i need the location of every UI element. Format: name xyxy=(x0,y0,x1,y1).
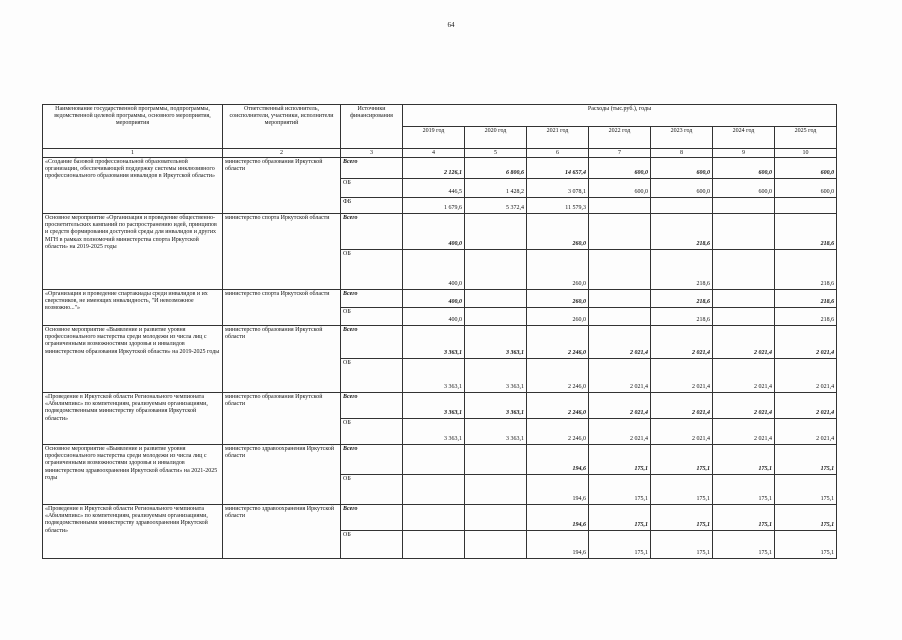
table-row xyxy=(43,158,837,179)
expense-value-cell: 218,6 xyxy=(775,214,837,250)
expense-value-cell: 5 372,4 xyxy=(465,198,527,214)
column-number: 6 xyxy=(527,149,589,158)
expense-value-cell: 175,1 xyxy=(651,445,713,475)
expense-value-cell xyxy=(465,214,527,250)
expense-value-cell xyxy=(589,214,651,250)
expense-value-cell: 2 021,4 xyxy=(651,393,713,419)
table-row xyxy=(43,290,837,308)
program-name-cell: Основное мероприятие «Выявление и развитие уровня профессионального мастерства среди молодежи из числа лиц с ограниченными возможностями здоровья и инвалидов министерством здравоохранения Иркутской области» на 2021-2025 годы xyxy=(43,445,223,505)
expense-value-cell: 194,6 xyxy=(527,475,589,505)
expense-value-cell: 2 021,4 xyxy=(775,419,837,445)
expense-value-cell: 600,0 xyxy=(713,179,775,198)
expense-value-cell: 2 021,4 xyxy=(713,326,775,359)
expense-value-cell: 600,0 xyxy=(713,158,775,179)
expense-value-cell: 1 679,6 xyxy=(403,198,465,214)
executor-cell: министерство образования Иркутской области xyxy=(223,326,341,393)
expense-value-cell: 194,6 xyxy=(527,505,589,531)
program-name-cell: «Создание базовой профессиональной образовательной организации, обеспечивающей поддержку системы инклюзивного профессионального образования инвалидов в Иркутской области» xyxy=(43,158,223,214)
executor-cell: министерство спорта Иркутской области xyxy=(223,214,341,290)
expense-value-cell xyxy=(465,505,527,531)
expense-value-cell xyxy=(465,308,527,326)
expense-value-cell: 3 363,1 xyxy=(403,419,465,445)
expense-value-cell: 3 363,1 xyxy=(403,326,465,359)
header-year: 2023 год xyxy=(651,127,713,149)
expense-value-cell: 400,0 xyxy=(403,214,465,250)
expense-value-cell: 2 021,4 xyxy=(713,419,775,445)
funding-source-cell: ОБ xyxy=(341,308,403,326)
expense-value-cell: 2 021,4 xyxy=(775,359,837,393)
expense-value-cell: 175,1 xyxy=(589,531,651,559)
executor-cell: министерство здравоохранения Иркутской области xyxy=(223,445,341,505)
expense-value-cell xyxy=(403,505,465,531)
funding-source-cell: ОБ xyxy=(341,531,403,559)
expense-value-cell xyxy=(713,308,775,326)
expense-value-cell: 14 657,4 xyxy=(527,158,589,179)
expense-value-cell xyxy=(589,198,651,214)
expense-value-cell xyxy=(713,214,775,250)
expense-value-cell: 11 579,3 xyxy=(527,198,589,214)
expense-value-cell: 2 246,0 xyxy=(527,326,589,359)
column-number: 7 xyxy=(589,149,651,158)
funding-source-cell: ОБ xyxy=(341,179,403,198)
expense-value-cell xyxy=(465,445,527,475)
executor-cell: министерство спорта Иркутской области xyxy=(223,290,341,326)
expense-value-cell: 600,0 xyxy=(651,179,713,198)
expense-value-cell: 3 363,1 xyxy=(465,419,527,445)
expense-value-cell: 260,0 xyxy=(527,250,589,290)
expense-value-cell: 2 126,1 xyxy=(403,158,465,179)
expense-value-cell: 175,1 xyxy=(589,505,651,531)
header-year: 2019 год xyxy=(403,127,465,149)
expense-value-cell: 175,1 xyxy=(713,445,775,475)
header-year: 2025 год xyxy=(775,127,837,149)
expense-value-cell xyxy=(403,531,465,559)
column-number: 1 xyxy=(43,149,223,158)
expense-value-cell: 600,0 xyxy=(651,158,713,179)
expense-value-cell xyxy=(775,198,837,214)
expense-value-cell xyxy=(465,250,527,290)
column-number: 2 xyxy=(223,149,341,158)
expense-value-cell: 175,1 xyxy=(589,445,651,475)
expense-value-cell xyxy=(465,531,527,559)
table-row xyxy=(43,445,837,475)
expense-value-cell: 175,1 xyxy=(775,531,837,559)
expense-value-cell: 2 021,4 xyxy=(713,359,775,393)
expense-value-cell: 218,6 xyxy=(775,250,837,290)
expense-value-cell: 2 021,4 xyxy=(589,359,651,393)
header-expenses: Расходы (тыс.руб.), годы xyxy=(403,105,837,127)
expense-value-cell: 600,0 xyxy=(775,158,837,179)
expense-value-cell: 175,1 xyxy=(651,505,713,531)
expense-value-cell: 400,0 xyxy=(403,308,465,326)
funding-source-cell: ОБ xyxy=(341,359,403,393)
table-body xyxy=(43,158,837,559)
expense-value-cell xyxy=(403,445,465,475)
expense-value-cell: 218,6 xyxy=(651,308,713,326)
header-year: 2022 год xyxy=(589,127,651,149)
column-number-row xyxy=(43,149,837,158)
expense-value-cell: 260,0 xyxy=(527,290,589,308)
executor-cell: министерство образования Иркутской области xyxy=(223,393,341,445)
expense-value-cell: 2 246,0 xyxy=(527,359,589,393)
table-row xyxy=(43,326,837,359)
expense-value-cell: 3 078,1 xyxy=(527,179,589,198)
expense-value-cell xyxy=(589,250,651,290)
expense-value-cell xyxy=(465,290,527,308)
expense-value-cell: 218,6 xyxy=(775,308,837,326)
column-number: 5 xyxy=(465,149,527,158)
expense-value-cell: 175,1 xyxy=(713,505,775,531)
expense-value-cell: 260,0 xyxy=(527,308,589,326)
expense-value-cell: 175,1 xyxy=(651,475,713,505)
column-number: 4 xyxy=(403,149,465,158)
expense-value-cell xyxy=(589,290,651,308)
expense-value-cell: 2 246,0 xyxy=(527,419,589,445)
expense-value-cell: 400,0 xyxy=(403,290,465,308)
expense-value-cell: 1 428,2 xyxy=(465,179,527,198)
expense-value-cell: 175,1 xyxy=(713,475,775,505)
expense-value-cell xyxy=(713,250,775,290)
expense-value-cell: 400,0 xyxy=(403,250,465,290)
expense-value-cell: 3 363,1 xyxy=(403,393,465,419)
expense-value-cell xyxy=(465,475,527,505)
expense-value-cell: 218,6 xyxy=(651,214,713,250)
expense-value-cell: 3 363,1 xyxy=(465,326,527,359)
expense-value-cell: 194,6 xyxy=(527,445,589,475)
expense-value-cell: 175,1 xyxy=(651,531,713,559)
expense-value-cell xyxy=(651,198,713,214)
funding-source-cell: ФБ xyxy=(341,198,403,214)
expense-value-cell: 218,6 xyxy=(651,250,713,290)
expense-value-cell: 446,5 xyxy=(403,179,465,198)
funding-source-cell: Всего xyxy=(341,290,403,308)
expense-value-cell: 2 246,0 xyxy=(527,393,589,419)
program-name-cell: «Проведение в Иркутской области Регионального чемпионата «Абилимпикс» по компетенциям, реализуемым организациями, подведомственными министерству образования Иркутской области» xyxy=(43,393,223,445)
expense-value-cell: 175,1 xyxy=(775,475,837,505)
expense-value-cell: 218,6 xyxy=(775,290,837,308)
funding-source-cell: Всего xyxy=(341,505,403,531)
expense-value-cell: 175,1 xyxy=(713,531,775,559)
header-year: 2024 год xyxy=(713,127,775,149)
expense-value-cell: 2 021,4 xyxy=(589,393,651,419)
expense-value-cell: 2 021,4 xyxy=(589,419,651,445)
table-row xyxy=(43,393,837,419)
budget-table xyxy=(42,104,837,559)
column-number: 8 xyxy=(651,149,713,158)
expense-value-cell: 2 021,4 xyxy=(713,393,775,419)
expense-value-cell xyxy=(589,308,651,326)
expense-value-cell: 175,1 xyxy=(775,445,837,475)
expense-value-cell: 6 800,6 xyxy=(465,158,527,179)
column-number: 10 xyxy=(775,149,837,158)
program-name-cell: «Организация и проведение спартакиады среди инвалидов и их сверстников, не имеющих инвалидность, "И невозможное возможно..."» xyxy=(43,290,223,326)
expense-value-cell xyxy=(713,290,775,308)
expense-value-cell: 175,1 xyxy=(589,475,651,505)
program-name-cell: «Проведение в Иркутской области Регионального чемпионата «Абилимпикс» по компетенциям, реализуемым организациями, подведомственными министерству здравоохранения Иркутской области» xyxy=(43,505,223,559)
table-header xyxy=(43,105,837,158)
column-number: 3 xyxy=(341,149,403,158)
expense-value-cell: 194,6 xyxy=(527,531,589,559)
program-name-cell: Основное мероприятие «Выявление и развитие уровня профессионального мастерства среди молодежи из числа лиц с ограниченными возможностями здоровья и инвалидов министерством образования Иркутской области» на 2019-2025 годы xyxy=(43,326,223,393)
executor-cell: министерство образования Иркутской области xyxy=(223,158,341,214)
funding-source-cell: ОБ xyxy=(341,250,403,290)
expense-value-cell xyxy=(713,198,775,214)
header-program: Наименование государственной программы, подпрограммы, ведомственной целевой программы, основного мероприятия, мероприятия xyxy=(43,105,223,149)
expense-value-cell: 600,0 xyxy=(589,179,651,198)
table-row xyxy=(43,214,837,250)
expense-value-cell: 600,0 xyxy=(589,158,651,179)
expense-value-cell: 600,0 xyxy=(775,179,837,198)
expense-value-cell: 260,0 xyxy=(527,214,589,250)
expense-value-cell: 2 021,4 xyxy=(651,326,713,359)
expense-value-cell: 3 363,1 xyxy=(465,359,527,393)
funding-source-cell: ОБ xyxy=(341,419,403,445)
funding-source-cell: ОБ xyxy=(341,475,403,505)
executor-cell: министерство здравоохранения Иркутской области xyxy=(223,505,341,559)
funding-source-cell: Всего xyxy=(341,445,403,475)
header-year: 2021 год xyxy=(527,127,589,149)
expense-value-cell: 175,1 xyxy=(775,505,837,531)
expense-value-cell: 3 363,1 xyxy=(403,359,465,393)
header-sources: Источники финансирования xyxy=(341,105,403,149)
table-row xyxy=(43,505,837,531)
expense-value-cell: 218,6 xyxy=(651,290,713,308)
expense-value-cell: 2 021,4 xyxy=(775,326,837,359)
expense-value-cell: 2 021,4 xyxy=(775,393,837,419)
header-year: 2020 год xyxy=(465,127,527,149)
program-name-cell: Основное мероприятие «Организация и проведение общественно-просветительских кампаний по распространению идей, принципов и средств формирования доступной среды для инвалидов и других МГН в рамках полномочий министерства спорта Иркутской области» на 2019-2025 годы xyxy=(43,214,223,290)
funding-source-cell: Всего xyxy=(341,393,403,419)
header-executor: Ответственный исполнитель, соисполнители, участники, исполнители мероприятий xyxy=(223,105,341,149)
funding-source-cell: Всего xyxy=(341,158,403,179)
funding-source-cell: Всего xyxy=(341,214,403,250)
column-number: 9 xyxy=(713,149,775,158)
expense-value-cell: 3 363,1 xyxy=(465,393,527,419)
page-number: 64 xyxy=(447,21,455,29)
expense-value-cell: 2 021,4 xyxy=(589,326,651,359)
expense-value-cell: 2 021,4 xyxy=(651,419,713,445)
expense-value-cell xyxy=(403,475,465,505)
funding-source-cell: Всего xyxy=(341,326,403,359)
expense-value-cell: 2 021,4 xyxy=(651,359,713,393)
